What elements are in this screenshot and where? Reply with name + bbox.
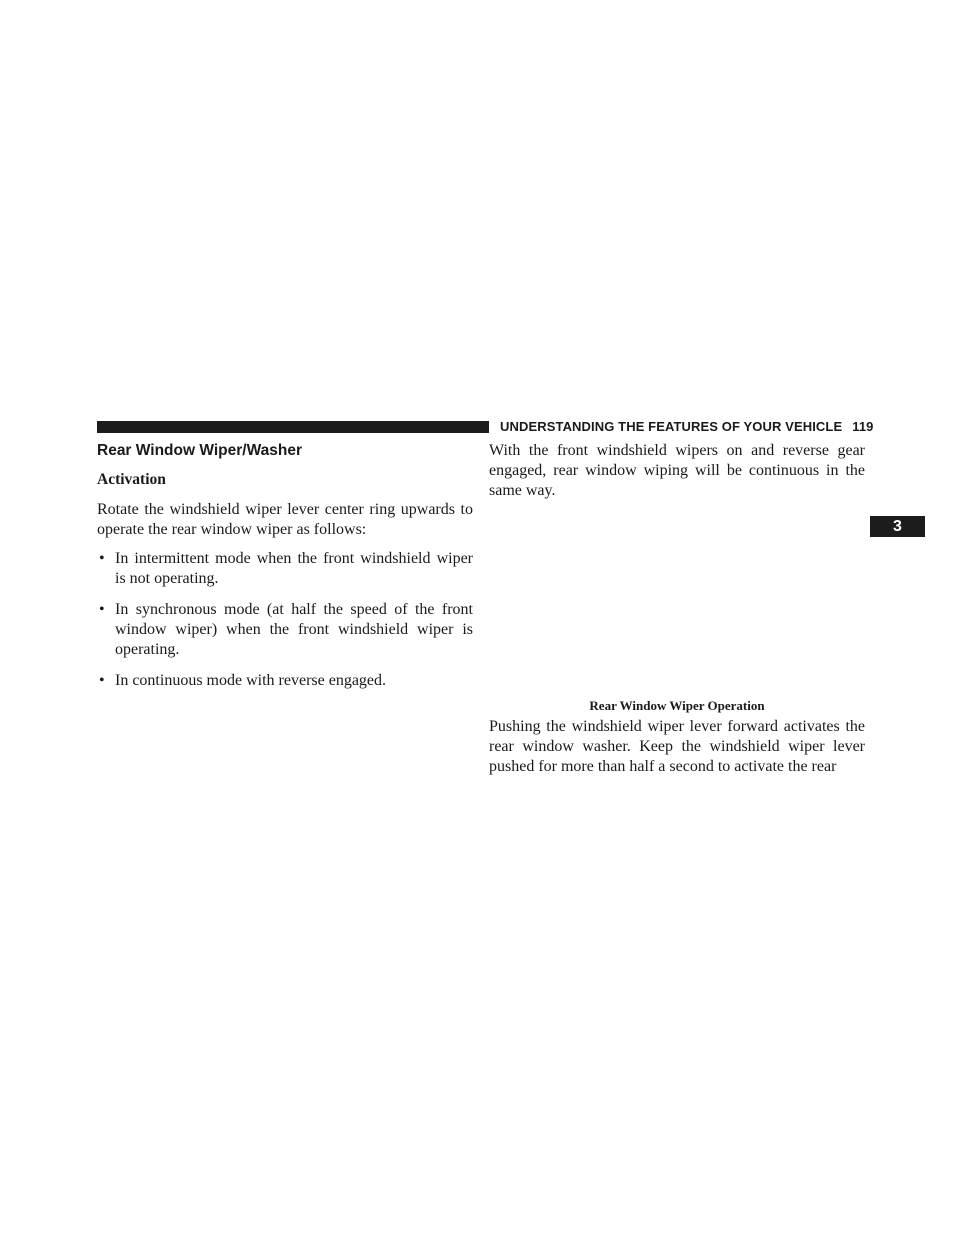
list-item bbox=[97, 549, 473, 589]
bullet-text: In continuous mode with reverse engaged. bbox=[115, 672, 387, 689]
subheading-activation: Activation bbox=[97, 471, 166, 488]
figure-area bbox=[489, 501, 865, 677]
header-rule bbox=[97, 421, 489, 433]
bullet-icon: • bbox=[99, 601, 105, 618]
list-item bbox=[97, 671, 473, 691]
bullet-list bbox=[97, 549, 473, 691]
running-header bbox=[500, 419, 874, 435]
bullet-icon: • bbox=[99, 672, 105, 689]
intro-paragraph: Rotate the windshield wiper lever center ring upwards to operate the rear window wiper as follows: bbox=[97, 501, 473, 538]
paragraph-reverse-gear: With the front windshield wipers on and reverse gear engaged, rear window wiping will be continuous in the same way. bbox=[489, 442, 865, 499]
section-title: Rear Window Wiper/Washer bbox=[97, 442, 302, 459]
list-item bbox=[97, 600, 473, 660]
bullet-text: In intermittent mode when the front windshield wiper is not operating. bbox=[115, 550, 473, 587]
left-column bbox=[97, 441, 473, 702]
figure-caption: Rear Window Wiper Operation bbox=[589, 698, 765, 713]
chapter-tab: 3 bbox=[870, 516, 925, 537]
right-column bbox=[489, 441, 865, 777]
bullet-text: In synchronous mode (at half the speed of the front window wiper) when the front windshield wiper is operating. bbox=[115, 601, 473, 658]
page-number: 119 bbox=[852, 419, 874, 434]
header-title: UNDERSTANDING THE FEATURES OF YOUR VEHICLE bbox=[500, 419, 843, 434]
paragraph-washer: Pushing the windshield wiper lever forward activates the rear window washer. Keep the windshield wiper lever pushed for more than half a second to activate the rear bbox=[489, 718, 865, 775]
bullet-icon: • bbox=[99, 550, 105, 567]
